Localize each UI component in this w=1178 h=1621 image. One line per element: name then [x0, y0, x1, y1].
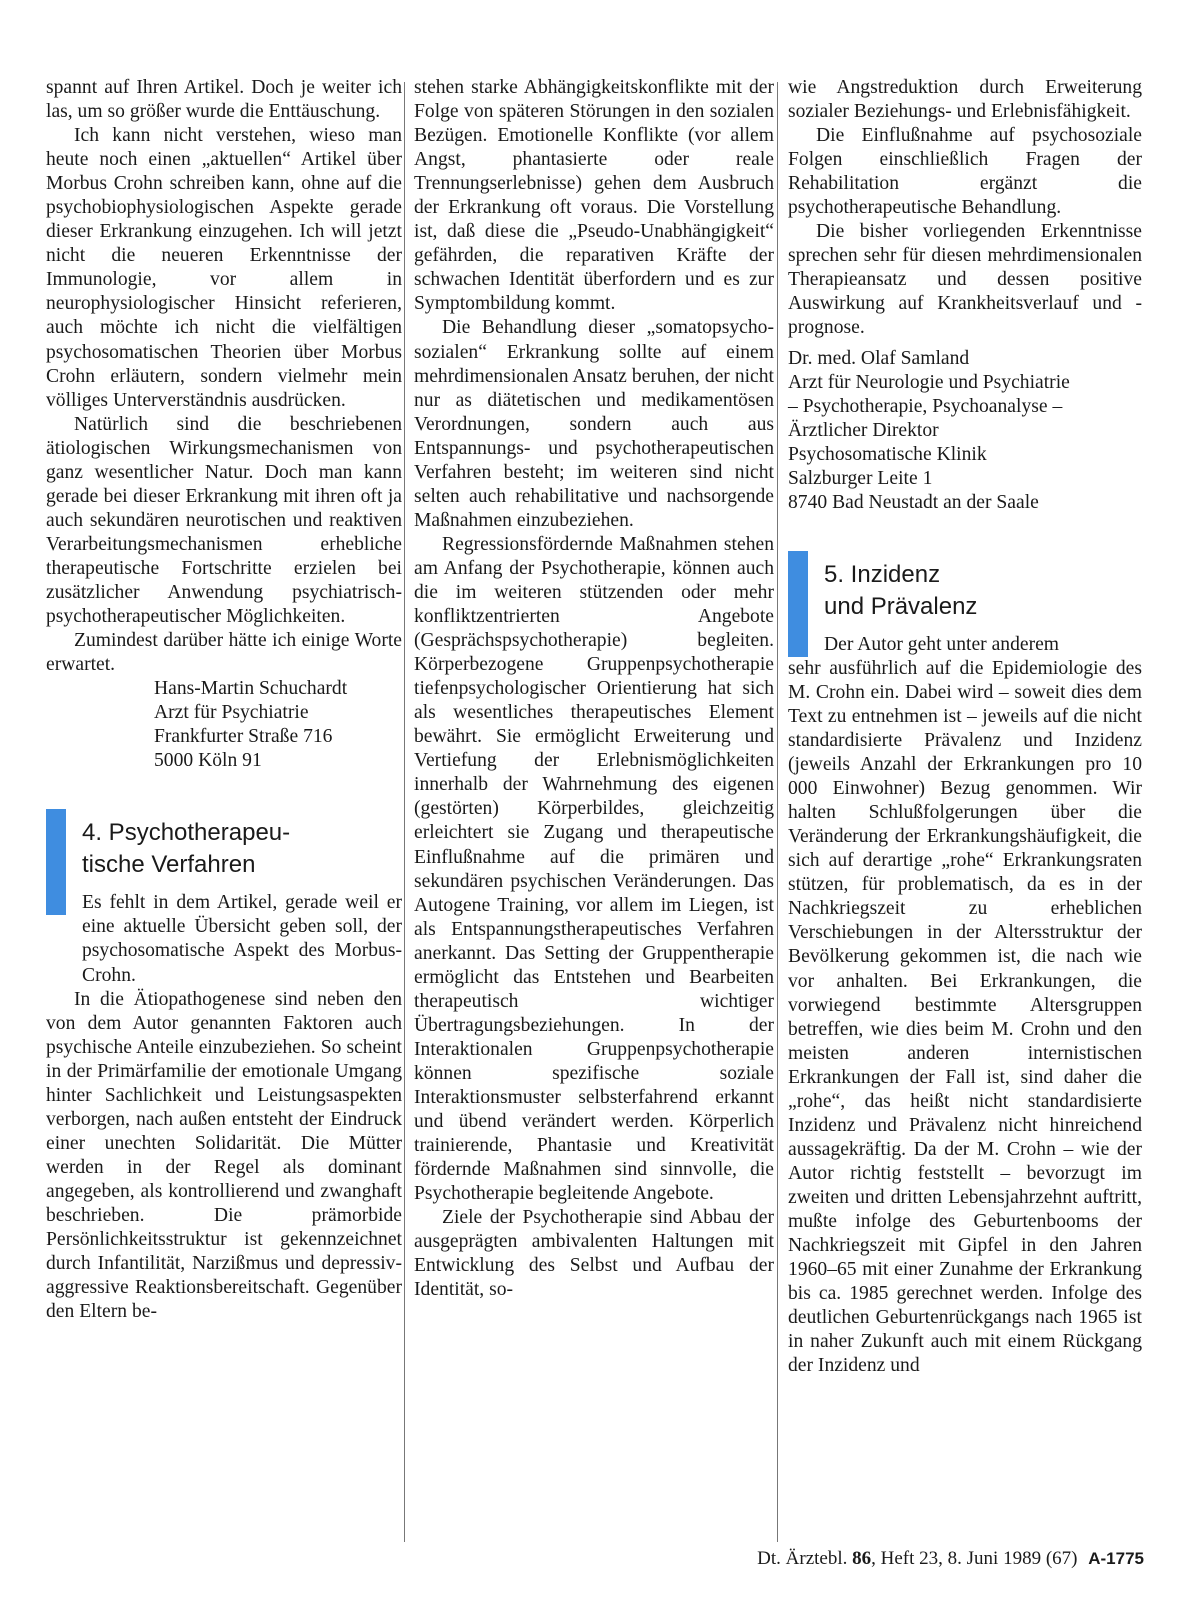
paragraph-first-line: Der Autor geht unter anderem: [824, 633, 1060, 655]
paragraph: Die Behandlung dieser „somatopsycho-sozialen“ Erkrankung sollte auf einem mehrdimensionalen Ansatz beruhen, der nicht nur as diätetischen und medikamentösen Verordnungen, sondern auch aus Entspannungs- und psychotherapeutischen Verfahren besteht; im weiteren sind nicht selten auch rehabilitative und nachsorgende Maßnahmen einzubeziehen.: [414, 317, 774, 531]
author-name: Hans-Martin Schuchardt: [154, 678, 348, 700]
section-title: [824, 559, 977, 623]
author-title: Arzt für Neurologie und Psychiatrie: [788, 371, 1070, 393]
author-title: Arzt für Psychiatrie: [154, 702, 309, 724]
paragraph: sehr ausführlich auf die Epidemiologie des M. Crohn ein. Dabei wird – soweit dies dem Text zu entnehmen ist – jeweils auf die nicht standardisierte Prävalenz und Inzidenz (jeweils Anzahl der Erkrankungen pro 10 000 Einwohner) Bezug genommen. Wir halten Schlußfolgerungen über die Veränderung der Erkrankungshäufigkeit, die sich auf derartige „rohe“ Erkrankungsraten stützen, für problematisch, da es in der Nachkriegszeit zu erheblichen Verschiebungen in der Altersstruktur der Bevölkerung gekommen ist, die nach wie vor anhalten. Bei Erkrankungen, die vorwiegend bestimmte Altersgruppen betreffen, wie dies beim M. Crohn und den meisten anderen internistischen Erkrankungen der Fall ist, sind daher die „rohe“, das heißt nicht standardisierte Inzidenz und Prävalenz nicht hinreichend aussagekräftig. Da der M. Crohn – wie der Autor richtig feststellt – bevorzugt im zweiten und dritten Lebensjahrzehnt auftritt, mußte infolge des Geburtenbooms der Nachkriegszeit mit Gipfel in den Jahren 1960–65 mit einer Zunahme der Erkrankung bis ca. 1985 gerechnet werden. Infolge des deutlichen Geburtenrückgangs nach 1965 ist in naher Zukunft auch mit einem Rückgang der Inzidenz und: [788, 657, 1142, 1377]
column-divider: [777, 82, 778, 1542]
page-footer: [757, 1548, 1144, 1570]
author-street: Salzburger Leite 1: [788, 467, 933, 489]
paragraph: stehen starke Abhängigkeitskonflikte mit der Folge von späteren Störungen in den sozialen Bezügen. Emotionelle Konflikte (vor allem Angst, phantasierte oder reale Trennungserlebnisse) gehen dem Ausbruch der Erkrankung oft voraus. Die Vorstellung ist, daß diese die „Pseudo-Unabhängigkeit“ gefährden, die reparativen Kräfte der schwachen Identität überfordern und es zur Symptombildung kommt.: [414, 77, 774, 315]
section-title-line: 4. Psychotherapeu-: [82, 819, 291, 847]
column-3: [788, 76, 1142, 1378]
paragraph: Ziele der Psychotherapie sind Abbau der ausgeprägten ambivalenten Haltungen mit Entwicklung des Selbst und Aufbau der Identität, so-: [414, 1207, 774, 1301]
signature-block: [46, 677, 402, 773]
column-1: [46, 76, 402, 1324]
journal-issue: , Heft 23, 8. Juni 1989 (67): [871, 1548, 1078, 1569]
paragraph: wie Angstreduktion durch Erweiterung sozialer Beziehungs- und Erlebnisfähigkeit.: [788, 77, 1142, 123]
section-heading-4: [46, 809, 402, 915]
paragraph: Ich kann nicht verstehen, wieso man heute noch einen „aktuellen“ Artikel über Morbus Crohn schreiben kann, ohne auf die psychobiophysiologischen Aspekte gerade dieser Erkrankung einzugehen. Ich will jetzt nicht die neueren Erkenntnisse der Immunologie, vor allem in neurophysiologischer Hinsicht referieren, auch möchte ich nicht die vielfältigen psychosomatischen Theorien über Morbus Crohn erläutern, sondern vielmehr mein völliges Unterverständnis ausdrücken.: [46, 125, 402, 411]
section-title-line: 5. Inzidenz: [824, 560, 941, 588]
author-city: 8740 Bad Neustadt an der Saale: [788, 491, 1039, 513]
paragraph: Es fehlt in dem Artikel, gerade weil er eine aktuelle Übersicht geben soll, der psychosomatische Aspekt des Morbus-Crohn.: [82, 892, 402, 986]
author-position: Ärztlicher Direktor: [788, 419, 939, 441]
author-name: Dr. med. Olaf Samland: [788, 347, 970, 369]
paragraph: Natürlich sind die beschriebenen ätiologischen Wirkungsmechanismen von ganz wesentlicher Natur. Doch man kann gerade bei dieser Erkrankung mit ihren oft ja auch sekundären neurotischen und reaktiven Verarbeitungsmechanismen erhebliche therapeutische Fortschritte erzielen bei zusätzlicher Anwendung psychiatrisch-psychotherapeutischer Möglichkeiten.: [46, 413, 402, 628]
journal-name: Dt. Ärztebl.: [757, 1548, 848, 1569]
paragraph: Regressionsfördernde Maßnahmen stehen am Anfang der Psychotherapie, können auch die im weiteren stützenden oder mehr konfliktzentrierten Angebote (Gesprächspsychotherapie) begleiten. Körperbezogene Gruppenpsychotherapie tiefenpsychologischer Orientierung hat sich als wesentliches therapeutisches Element bewährt. Sie ermöglicht Erweiterung und Vertiefung der Erlebnismöglichkeiten innerhalb der Wahrnehmung des eigenen (gestörten) Körperbildes, gleichzeitig erleichtert sie Zugang und therapeutische Einflußnahme auf die primären und sekundären psychischen Veränderungen. Das Autogene Training, vor allem im Liegen, ist als Entspannungstherapeutisches Verfahren anerkannt. Das Setting der Gruppentherapie ermöglicht das Entstehen und Bearbeiten therapeutisch wichtiger Übertragungsbeziehungen. In der Interaktionalen Gruppenpsychotherapie können spezifische soziale Interaktionsmuster selbsterfahrend erkannt und übend verändert werden. Körperlich trainierende, Phantasie und Kreativität fördernde Maßnahmen sind sinnvolle, die Psychotherapie begleitende Angebote.: [414, 533, 774, 1205]
column-2: [414, 76, 774, 1302]
paragraph: Die Einflußnahme auf psychosoziale Folgen einschließlich Fragen der Rehabilitation ergänzt die psychotherapeutische Behandlung.: [788, 125, 1142, 219]
section-title-line: und Prävalenz: [824, 592, 978, 620]
page-number: A-1775: [1088, 1549, 1144, 1568]
journal-volume: 86: [852, 1548, 872, 1569]
paragraph: In die Ätiopathogenese sind neben den von dem Autor genannten Faktoren auch psychische Anteile einzubeziehen. So scheint in der Primärfamilie der emotionale Umgang hinter Sachlichkeit und Leistungsaspekten verborgen, nach außen entsteht der Eindruck einer unechten Solidarität. Die Mütter werden in der Regel als dominant angegeben, als kontrollierend und zwanghaft beschrieben. Die prämorbide Persönlichkeitsstruktur ist gekennzeichnet durch Infantilität, Narzißmus und depressiv-aggressive Reaktionsbereitschaft. Gegenüber den Eltern be-: [46, 988, 402, 1323]
paragraph: spannt auf Ihren Artikel. Doch je weiter ich las, um so größer wurde die Enttäuschung.: [46, 77, 402, 123]
paragraph: Zumindest darüber hätte ich einige Worte erwartet.: [46, 630, 402, 676]
heading-accent-bar: [788, 551, 808, 657]
section-title: [82, 817, 290, 881]
column-divider: [404, 82, 405, 1542]
section-heading-5: [788, 551, 1142, 657]
author-specialty: – Psychotherapie, Psychoanalyse –: [788, 395, 1063, 417]
section-title-line: tische Verfahren: [82, 851, 256, 879]
author-street: Frankfurter Straße 716: [154, 726, 333, 748]
author-clinic: Psychosomatische Klinik: [788, 443, 987, 465]
signature-block: [788, 347, 1142, 515]
paragraph: Die bisher vorliegenden Erkenntnisse sprechen sehr für diesen mehrdimensionalen Therapieansatz und dessen positive Auswirkung auf Krankheitsverlauf und -prognose.: [788, 221, 1142, 339]
author-city: 5000 Köln 91: [154, 750, 262, 772]
heading-accent-bar: [46, 809, 66, 915]
